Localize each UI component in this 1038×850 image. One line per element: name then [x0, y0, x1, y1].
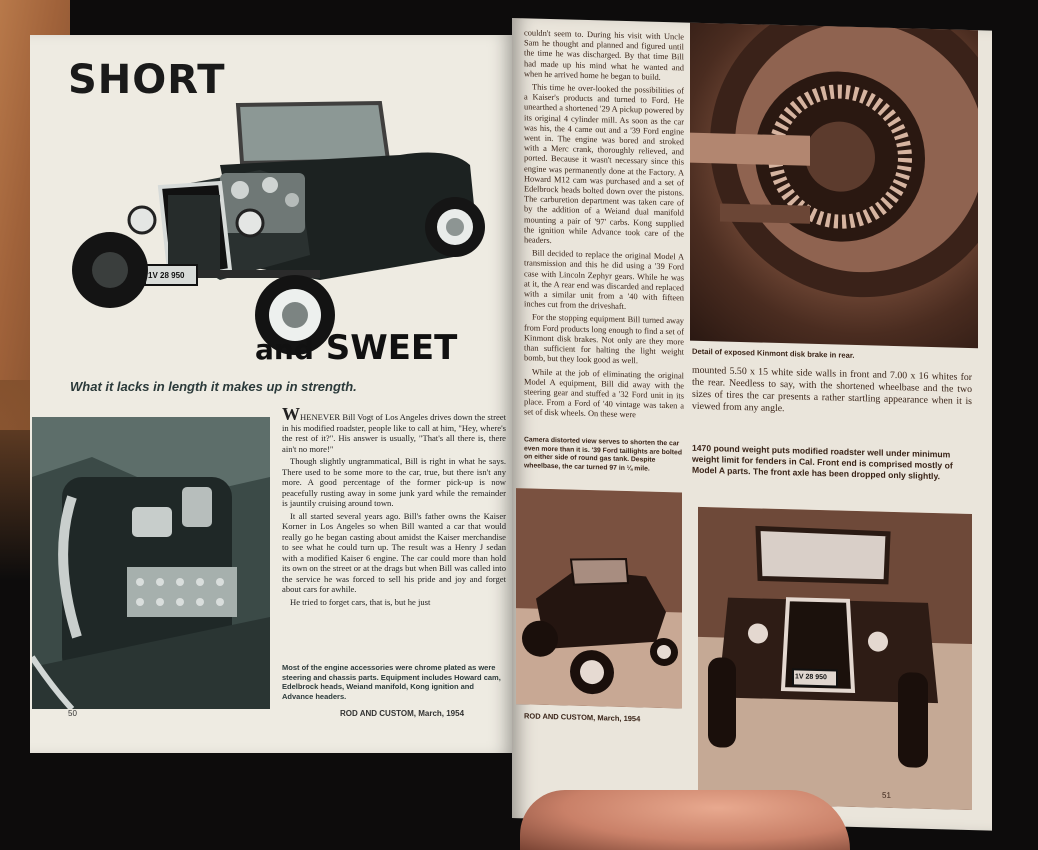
- right-column-2: mounted 5.50 x 15 white side walls in front and 7.00 x 16 whites for the rear. Needless to say, with the shortened wheelbase and the two sizes of tires the car presents a rather startling appearance when it is viewed from any angle.: [692, 364, 972, 415]
- article-paragraph-3: It all started several years ago. Bill's father owns the Kaiser Korner in Los Angeles so when Bill wanted a car that would really go he began casting about amidst the Kaiser merchandise to see what he could turn up. The result was a Henry J sedan with a modified Kaiser 6 engine. The car could more than hold its own on the street or at the drags but when Bill was called into the service he was forced to sell his pride and joy and forget about cars for awhile.: [282, 510, 506, 594]
- brake-caption: Detail of exposed Kinmont disk brake in rear.: [692, 346, 855, 360]
- dropcap: W: [282, 404, 300, 424]
- right-page: [512, 18, 992, 831]
- front-view-drawing: [698, 507, 972, 810]
- article-body: [282, 404, 506, 609]
- hand-holding-magazine: [520, 790, 850, 850]
- right-column-1: [524, 28, 684, 432]
- front-view-photo: [698, 507, 972, 810]
- brake-photo: [690, 23, 978, 349]
- title-short: SHORT: [68, 57, 226, 103]
- engine-caption: Most of the engine accessories were chrome plated as were steering and chassis parts. Equipment includes Howard cam, Edelbrock heads, Weiand manifold, Kong ignition and Advance headers.: [282, 663, 501, 701]
- right-col1-paragraph-3: Bill decided to replace the original Model A transmission and this he did using a '39 Ford case with Lincoln Zephyr gears. While he was at it, the A rear end was discarded and replaced with a similar unit from a '40 with fifteen inches cut from the driveshaft.: [524, 248, 684, 312]
- page-number-left: 50: [68, 709, 77, 718]
- left-page: [30, 35, 512, 753]
- side-view-drawing: [516, 488, 682, 708]
- weight-caption: 1470 pound weight puts modified roadster well under minimum weight limit for fenders in Cal. Front end is comprised mostly of Model A parts. The front axle has been dropped only slightly.: [692, 442, 953, 482]
- article-paragraph-4: He tried to forget cars, that is, but he just: [290, 596, 431, 607]
- right-col1-paragraph-5: While at the job of eliminating the original Model A equipment, Bill did away with the steering gear and stuffed a '32 Ford unit in its place. From a Ford of '40 vintage was taken a set of disk wheels. On these were: [524, 367, 684, 420]
- article-paragraph-1: [282, 404, 506, 454]
- roadster-photo: [70, 65, 490, 355]
- footer-right: ROD AND CUSTOM, March, 1954: [524, 711, 641, 724]
- right-col1-paragraph-1: couldn't seem to. During his visit with Uncle Sam he thought and planned and figured until the time he was discharged. By that time Bill had made up his mind what he wanted and when he arrived home he began to build.: [524, 28, 684, 82]
- side-view-caption: Camera distorted view serves to shorten the car even more than it is. '39 Ford taillights are bolted on either side of round gas tank. Despite wheelbase, the car turned 97 in ¼ mile.: [524, 436, 682, 473]
- right-col1-paragraph-4: For the stopping equipment Bill turned away from Ford products long enough to find a set of Kinmont disk brakes. Not only are they more than sufficient for halting the light weight bomb, but they look good as well.: [524, 313, 684, 366]
- engine-photo: [32, 417, 270, 709]
- article-paragraph-1-text: HENEVER Bill Vogt of Los Angeles drives down the street in his modified roadster, people like to call at him, "Hey, where's the rest of it?". His answer is usually, "That's all there is, there ain't no more!": [282, 412, 506, 454]
- left-plate-text: 1V 28 950: [148, 271, 185, 280]
- article-paragraph-2: Though slightly ungrammatical, Bill is right in what he says. There used to be some more to the car, true, but there isn't any more. A good percentage of the former pick-up is now peacefully rusting away in some junk yard while the remainder is jauntily cruising around town.: [282, 456, 506, 508]
- brake-drawing: [690, 23, 978, 349]
- right-col1-paragraph-2: This time he over-looked the possibilities of a Kaiser's products and turned to Ford. He unearthed a shortened '29 A pickup powered by its original 4 cylinder mill. As soon as the car was his, the 4 came out and a '39 Ford engine went in. The engine was bored and stroked with a Merc crank, thoroughly relieved, and ported. Because it wasn't necessary since this engine was permanently done at the Factory. A Howard M12 cam was purchased and a set of Edelbrock heads bolted down over the pistons. The carburetion department was taken care of by the addition of a Weiand dual manifold mounting a pair of '97' carbs. Kong supplied the ignition while Advance took care of the headers.: [524, 82, 684, 246]
- side-view-photo: [516, 488, 682, 708]
- right-plate-text: 1V 28 950: [795, 673, 827, 682]
- title-and-sweet: [255, 328, 457, 368]
- article-subtitle: What it lacks in length it makes up in strength.: [70, 379, 357, 394]
- footer-left: ROD AND CUSTOM, March, 1954: [340, 709, 465, 718]
- title-sweet: SWEET: [325, 328, 458, 368]
- page-number-right: 51: [882, 790, 891, 800]
- title-and: and: [255, 333, 314, 366]
